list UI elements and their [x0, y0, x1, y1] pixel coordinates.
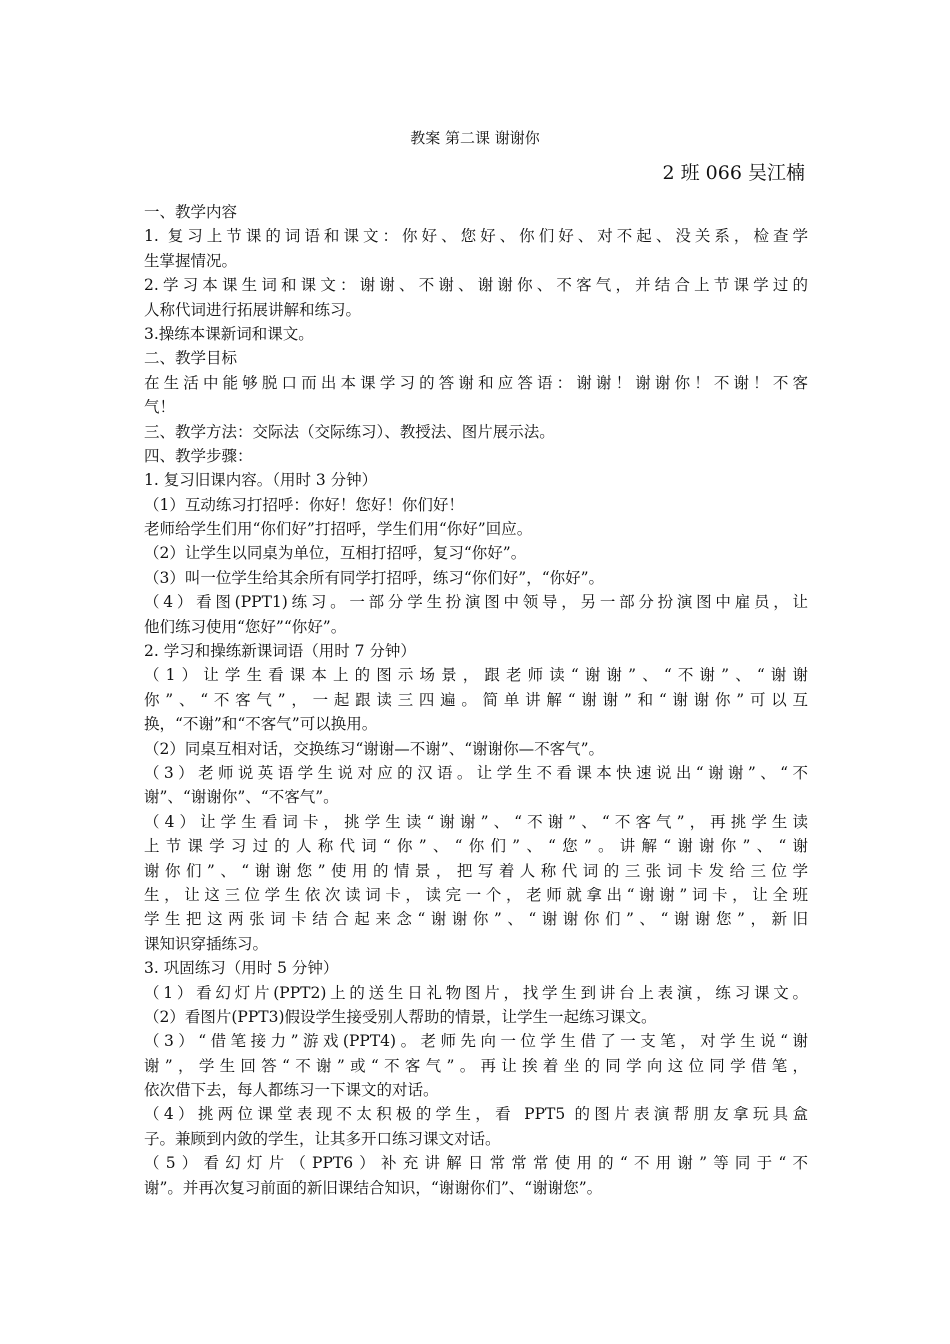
text-line: （1）让学生看课本上的图示场景，跟老师读“谢谢”、“不谢”、“谢谢 — [144, 666, 808, 685]
text-line: （1）看幻灯片(PPT2)上的送生日礼物图片，找学生到讲台上表演，练习课文。 — [144, 983, 808, 1002]
text-line: 一、教学内容 — [144, 203, 238, 221]
text-line: （3）叫一位学生给其余所有同学打招呼，练习“你们好”，“你好”。 — [144, 568, 605, 587]
text-line: 学生把这两张词卡结合起来念“谢谢你”、“谢谢你们”、“谢谢您”，新旧 — [144, 910, 808, 929]
text-line: （2）同桌互相对话，交换练习“谢谢—不谢”、“谢谢你—不客气”。 — [144, 739, 605, 758]
text-line: 生，让这三位学生依次读词卡，读完一个，老师就拿出“谢谢”词卡，让全班 — [144, 885, 808, 904]
text-line: 课知识穿插练习。 — [144, 934, 269, 953]
text-line: （1）互动练习打招呼：你好！您好！你们好！ — [144, 495, 464, 514]
text-line: 1. 复习旧课内容。（用时 3 分钟） — [144, 471, 378, 490]
text-line: （4）让学生看词卡，挑学生读“谢谢”、“不谢”、“不客气”，再挑学生读 — [144, 812, 808, 831]
text-line: （3）老师说英语学生说对应的汉语。让学生不看课本快速说出“谢谢”、“不 — [144, 763, 808, 782]
text-line: 二、教学目标 — [144, 349, 238, 368]
text-line: （5）看幻灯片（PPT6）补充讲解日常常常使用的“不用谢”等同于“不 — [144, 1154, 808, 1173]
text-line: 依次借下去，每人都练习一下课文的对话。 — [144, 1081, 439, 1100]
text-line: （4）看图(PPT1)练习。一部分学生扮演图中领导，另一部分扮演图中雇员，让 — [144, 593, 808, 612]
author-line: 2 班 066 吴江楠 — [662, 162, 805, 184]
text-line: 换，“不谢”和“不客气”可以换用。 — [144, 715, 378, 734]
text-line: 谢你们”、“谢谢您”使用的情景，把写着人称代词的三张词卡发给三位学 — [144, 861, 808, 880]
text-line: （2）让学生以同桌为单位，互相打招呼，复习“你好”。 — [144, 544, 527, 563]
text-line: 2.学习本课生词和课文：谢谢、不谢、谢谢你、不客气，并结合上节课学过的 — [144, 276, 808, 295]
text-line: （2）看图片(PPT3)假设学生接受别人帮助的情景，让学生一起练习课文。 — [144, 1007, 657, 1026]
text-line: 老师给学生们用“你们好”打招呼，学生们用“你好”回应。 — [144, 520, 533, 539]
text-line: 1. 复习上节课的词语和课文：你好、您好、你们好、对不起、没关系，检查学 — [144, 227, 808, 246]
text-line: 上节课学习过的人称代词“你”、“你们”、“您”。讲解“谢谢你”、“谢 — [144, 837, 808, 856]
text-line: （4）挑两位课堂表现不太积极的学生，看 PPT5 的图片表演帮朋友拿玩具盒 — [144, 1105, 808, 1124]
text-line: 3. 巩固练习（用时 5 分钟） — [144, 959, 339, 978]
document-body — [144, 200, 808, 1200]
text-line: 生掌握情况。 — [144, 251, 238, 270]
text-line: 子。兼顾到内敛的学生，让其多开口练习课文对话。 — [144, 1129, 501, 1148]
document-title: 教案 第二课 谢谢你 — [410, 129, 540, 147]
text-line: 在生活中能够脱口而出本课学习的答谢和应答语：谢谢！谢谢你！不谢！不客 — [144, 373, 808, 392]
text-line: 你”、“不客气”，一起跟读三四遍。简单讲解“谢谢”和“谢谢你”可以互 — [144, 690, 808, 709]
text-line: 四、教学步骤： — [144, 446, 253, 465]
text-line: 3.操练本课新词和课文。 — [144, 324, 314, 343]
text-line: 谢”、“谢谢你”、“不客气”。 — [144, 788, 339, 807]
text-line: 三、教学方法：交际法（交际练习）、教授法、图片展示法。 — [144, 422, 555, 441]
text-line: 谢”。并再次复习前面的新旧课结合知识，“谢谢你们”、“谢谢您”。 — [144, 1178, 603, 1197]
text-line: 谢”，学生回答“不谢”或“不客气”。再让挨着坐的同学向这位同学借笔， — [144, 1056, 808, 1075]
text-line: 他们练习使用“您好”“你好”。 — [144, 617, 347, 636]
text-line: （3）“借笔接力”游戏(PPT4)。老师先向一位学生借了一支笔，对学生说“谢 — [144, 1032, 808, 1051]
text-line: 2. 学习和操练新课词语（用时 7 分钟） — [144, 642, 416, 661]
text-line: 气！ — [144, 398, 176, 417]
text-line: 人称代词进行拓展讲解和练习。 — [144, 300, 362, 319]
